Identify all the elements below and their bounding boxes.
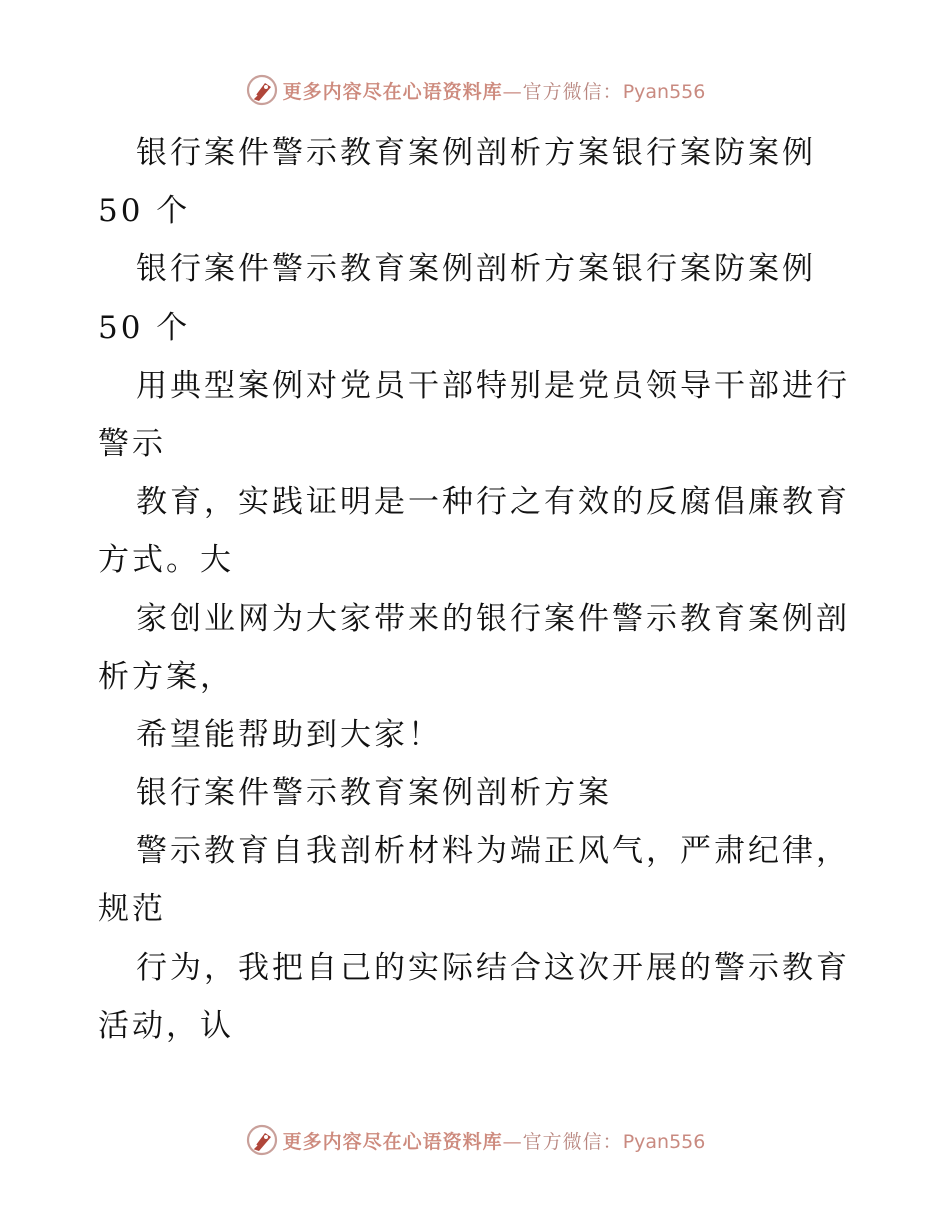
footer-wechat-id: Pyan556 <box>622 1130 706 1153</box>
body-line: 50 个 <box>98 193 191 230</box>
header-wechat-id: Pyan556 <box>622 80 706 103</box>
header-text <box>283 77 706 104</box>
header-site-text: 更多内容尽在心语资料库 <box>282 80 503 103</box>
body-line: 银行案件警示教育案例剖析方案银行案防案例 <box>136 251 816 288</box>
footer-site-text: 更多内容尽在心语资料库 <box>282 1130 503 1153</box>
body-line: 家创业网为大家带来的银行案件警示教育案例剖 <box>136 600 850 637</box>
footer-banner <box>0 1120 950 1160</box>
body-line: 析方案， <box>98 658 234 695</box>
body-line: 用典型案例对党员干部特别是党员领导干部进行 <box>136 367 850 404</box>
body-line: 银行案件警示教育案例剖析方案银行案防案例 <box>136 135 816 171</box>
body-line: 50 个 <box>98 309 191 346</box>
body-line: 行为，我把自己的实际结合这次开展的警示教育 <box>136 949 850 986</box>
body-line: 方式。大 <box>98 542 234 579</box>
body-line: 活动，认 <box>98 1007 234 1044</box>
body-line: 希望能帮助到大家！ <box>136 716 442 753</box>
document-body <box>98 124 858 1055</box>
header-banner <box>0 70 950 110</box>
body-line: 规范 <box>98 891 166 928</box>
body-line: 警示教育自我剖析材料为端正风气，严肃纪律， <box>136 833 850 870</box>
footer-dash: — <box>502 1130 523 1153</box>
header-wechat-label: 官方微信： <box>522 80 623 103</box>
body-line: 警示 <box>98 425 166 462</box>
pen-nib-circle-icon <box>245 1123 279 1157</box>
body-line: 教育，实践证明是一种行之有效的反腐倡廉教育 <box>136 484 850 521</box>
body-line: 银行案件警示教育案例剖析方案 <box>136 775 612 812</box>
header-dash: — <box>502 80 523 103</box>
pen-nib-circle-icon <box>245 73 279 107</box>
footer-text <box>283 1127 706 1154</box>
footer-wechat-label: 官方微信： <box>522 1130 623 1153</box>
